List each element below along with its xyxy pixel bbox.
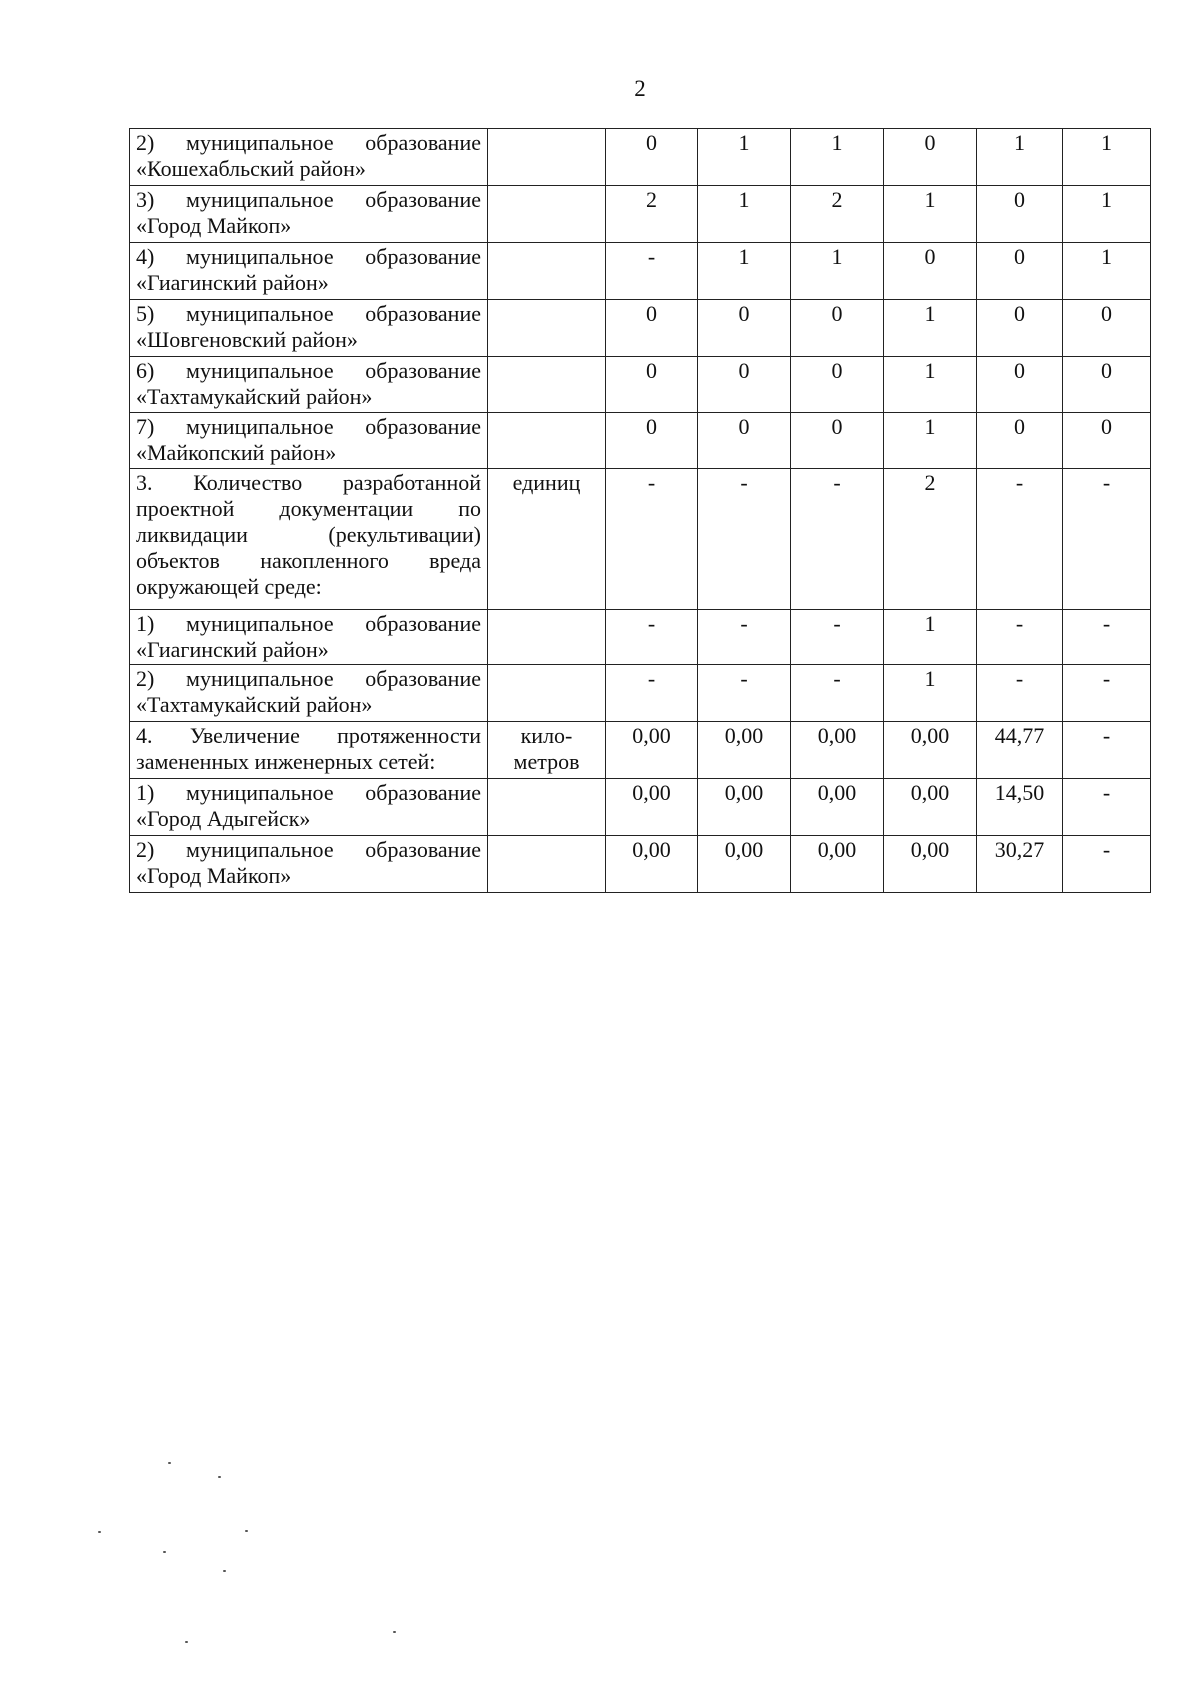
table-row [130,357,1151,413]
value-cell: 0 [977,413,1063,469]
indicator-name-cell [130,357,488,413]
unit-cell [488,243,606,300]
page-number: 2 [634,76,646,101]
value-cell: - [1063,779,1151,836]
indicator-name-line: «Город Майкоп» [136,863,292,888]
unit-cell [488,129,606,186]
unit-cell [488,300,606,357]
indicator-name-line: «Город Адыгейск» [136,806,311,831]
value-cell: 0 [1063,300,1151,357]
value-cell: - [698,469,791,610]
value-cell: 2 [791,186,884,243]
scan-speck [218,1476,221,1478]
value-cell: 1 [698,129,791,186]
indicator-name-line: «Кошехабльский район» [136,156,366,181]
value-cell: 0 [884,243,977,300]
value-cell: 0,00 [698,836,791,893]
value-cell: 1 [884,610,977,665]
value-cell: 44,77 [977,722,1063,779]
value-cell: 1 [1063,243,1151,300]
indicator-name-cell [130,469,488,610]
indicator-name-line: 2) муниципальное образование [136,837,481,862]
value-cell: 0 [884,129,977,186]
value-cell: 0 [698,357,791,413]
indicator-name-line: «Майкопский район» [136,440,337,465]
indicator-name-line: 2) муниципальное образование [136,666,481,691]
value-cell: - [791,665,884,722]
value-cell: 0,00 [791,722,884,779]
value-cell: 1 [884,357,977,413]
value-cell: - [606,610,698,665]
scan-speck [168,1462,171,1464]
unit-cell [488,779,606,836]
table-row [130,610,1151,665]
scan-speck [393,1631,396,1633]
table-body [130,129,1151,893]
table-row [130,665,1151,722]
value-cell: 0,00 [698,779,791,836]
value-cell: 0 [791,300,884,357]
table-row [130,469,1151,610]
value-cell: 0 [606,300,698,357]
indicator-name-line: объектов накопленного вреда [136,548,481,573]
table-row [130,186,1151,243]
value-cell: 0,00 [884,836,977,893]
indicator-name-cell [130,665,488,722]
indicator-name-line: ликвидации (рекультивации) [136,522,481,547]
value-cell: 0,00 [791,836,884,893]
value-cell: 0,00 [884,722,977,779]
scan-speck [245,1530,248,1532]
indicator-name-line: 6) муниципальное образование [136,358,481,383]
value-cell: 0 [698,413,791,469]
indicator-name-line: замененных инженерных сетей: [136,749,436,774]
unit-cell [488,413,606,469]
unit-cell: единиц [488,469,606,610]
value-cell: 1 [791,243,884,300]
indicator-name-cell [130,413,488,469]
indicator-name-line: 7) муниципальное образование [136,414,481,439]
table-row [130,300,1151,357]
table-row [130,836,1151,893]
table-row [130,779,1151,836]
indicator-name-line: 1) муниципальное образование [136,611,481,636]
unit-cell [488,665,606,722]
indicator-name-line: 1) муниципальное образование [136,780,481,805]
unit-line: кило- [520,723,573,748]
indicator-name-cell [130,836,488,893]
value-cell: - [698,610,791,665]
value-cell: 1 [1063,129,1151,186]
value-cell: - [977,665,1063,722]
indicators-table [129,128,1151,893]
value-cell: 0 [977,300,1063,357]
value-cell: 0,00 [791,779,884,836]
value-cell: 0 [606,413,698,469]
value-cell: 1 [884,186,977,243]
value-cell: - [606,243,698,300]
table-row [130,413,1151,469]
unit-cell [488,836,606,893]
indicator-name-line: 4. Увеличение протяженности [136,723,481,748]
value-cell: 0 [977,357,1063,413]
indicator-name-line: 3. Количество разработанной [136,470,481,495]
indicator-name-cell [130,779,488,836]
value-cell: 0,00 [698,722,791,779]
value-cell: - [977,610,1063,665]
indicator-name-line: окружающей среде: [136,574,322,599]
value-cell: 0,00 [606,836,698,893]
indicator-name-cell [130,186,488,243]
value-cell: 0,00 [606,722,698,779]
value-cell: 0 [791,357,884,413]
value-cell: 0 [791,413,884,469]
value-cell: 0 [1063,357,1151,413]
indicator-name-line: проектной документации по [136,496,481,521]
unit-cell [488,722,606,779]
value-cell: 2 [606,186,698,243]
value-cell: 1 [698,243,791,300]
value-cell: 0,00 [884,779,977,836]
value-cell: 1 [884,300,977,357]
value-cell: 0 [606,357,698,413]
unit-line: метров [513,749,580,774]
indicator-name-line: 2) муниципальное образование [136,130,481,155]
table-row [130,722,1151,779]
value-cell: - [1063,722,1151,779]
table-row [130,243,1151,300]
indicator-name-line: 5) муниципальное образование [136,301,481,326]
indicator-name-line: 3) муниципальное образование [136,187,481,212]
indicator-name-cell [130,300,488,357]
value-cell: 1 [1063,186,1151,243]
scan-speck [185,1641,188,1643]
value-cell: 0 [1063,413,1151,469]
value-cell: 30,27 [977,836,1063,893]
value-cell: 0 [977,186,1063,243]
indicator-name-cell [130,129,488,186]
value-cell: 14,50 [977,779,1063,836]
value-cell: 0,00 [606,779,698,836]
value-cell: 1 [884,665,977,722]
value-cell: - [977,469,1063,610]
scan-speck [163,1551,166,1553]
indicator-name-line: «Гиагинский район» [136,637,329,662]
indicator-name-line: «Тахтамукайский район» [136,384,373,409]
unit-cell [488,610,606,665]
value-cell: - [1063,469,1151,610]
value-cell: 1 [698,186,791,243]
indicator-name-cell [130,610,488,665]
scan-speck [223,1570,226,1572]
value-cell: 0 [698,300,791,357]
scan-speck [98,1531,101,1533]
table-row [130,129,1151,186]
indicator-name-line: «Город Майкоп» [136,213,292,238]
value-cell: - [606,469,698,610]
unit-cell [488,357,606,413]
indicator-name-cell [130,722,488,779]
indicator-name-line: «Шовгеновский район» [136,327,358,352]
indicator-name-cell [130,243,488,300]
value-cell: 0 [977,243,1063,300]
unit-cell [488,186,606,243]
value-cell: - [606,665,698,722]
value-cell: - [791,469,884,610]
value-cell: 1 [884,413,977,469]
value-cell: 0 [606,129,698,186]
value-cell: 1 [977,129,1063,186]
value-cell: - [1063,665,1151,722]
indicator-name-line: «Тахтамукайский район» [136,692,373,717]
value-cell: 1 [791,129,884,186]
indicator-name-line: «Гиагинский район» [136,270,329,295]
value-cell: - [791,610,884,665]
value-cell: - [698,665,791,722]
value-cell: - [1063,836,1151,893]
indicator-name-line: 4) муниципальное образование [136,244,481,269]
value-cell: 2 [884,469,977,610]
value-cell: - [1063,610,1151,665]
